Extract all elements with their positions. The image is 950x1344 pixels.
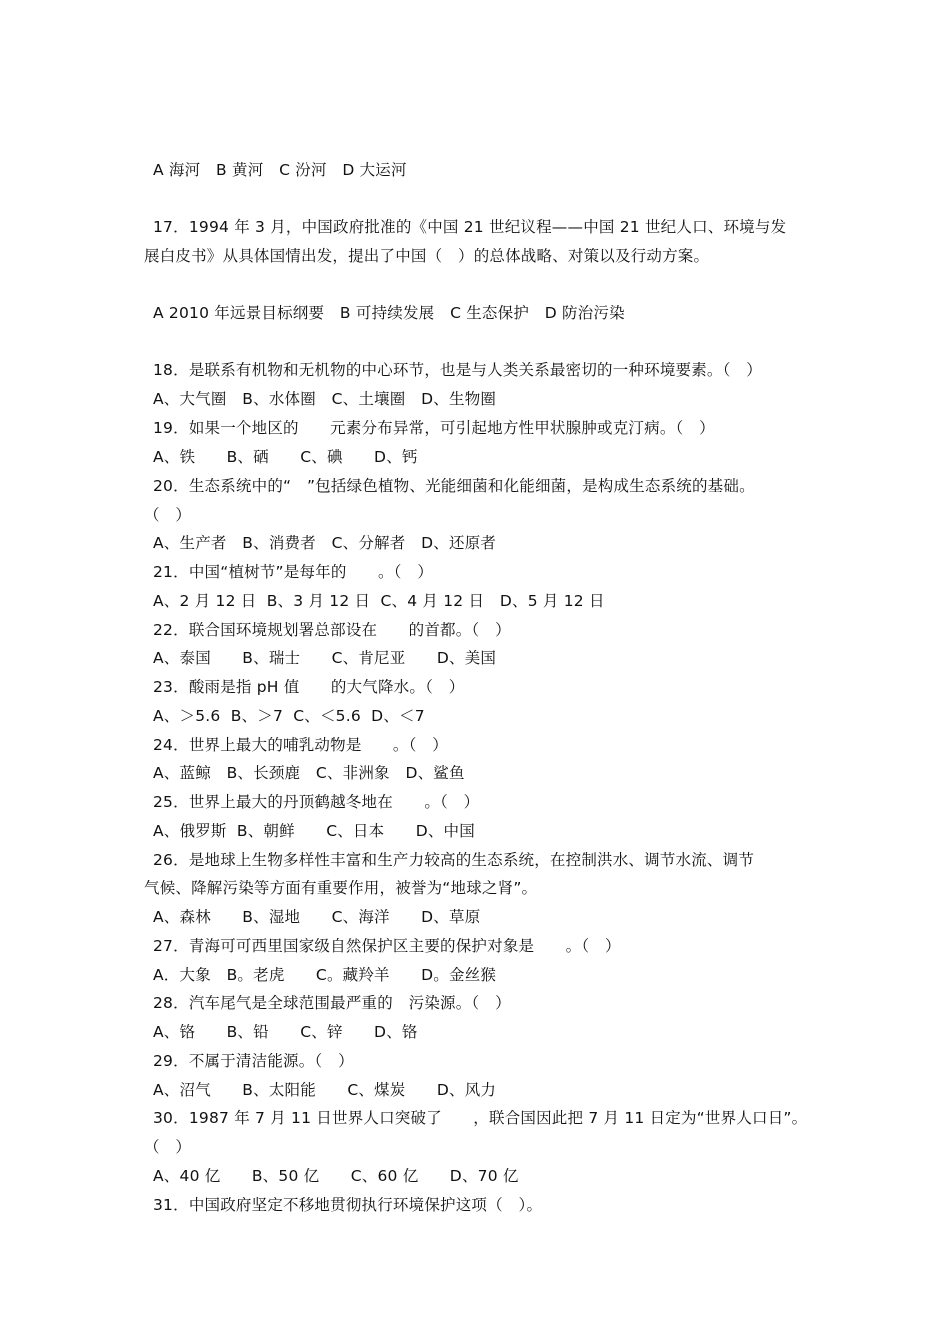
q20-options: A、生产者 B、消费者 C、分解者 D、还原者: [153, 534, 497, 552]
q22-options: A、泰国 B、瑞士 C、肯尼亚 D、美国: [153, 649, 497, 667]
q30-text-line-2: （ ）: [144, 1138, 192, 1156]
q19-options: A、铁 B、硒 C、碘 D、钙: [153, 448, 418, 466]
q17-options: A 2010 年远景目标纲要 B 可持续发展 C 生态保护 D 防治污染: [153, 304, 625, 322]
q20-text-line-2: （ ）: [144, 506, 192, 524]
q23-options: A、＞5.6 B、＞7 C、＜5.6 D、＜7: [153, 707, 425, 725]
q25-options: A、俄罗斯 B、朝鲜 C、日本 D、中国: [153, 822, 475, 840]
q30-options: A、40 亿 B、50 亿 C、60 亿 D、70 亿: [153, 1167, 519, 1185]
q24-text: 24．世界上最大的哺乳动物是 。（ ）: [153, 736, 448, 754]
q19-text: 19．如果一个地区的 元素分布异常，可引起地方性甲状腺肿或克汀病。（ ）: [153, 419, 715, 437]
q29-text: 29．不属于清洁能源。（ ）: [153, 1052, 354, 1070]
q18-text: 18．是联系有机物和无机物的中心环节，也是与人类关系最密切的一种环境要素。（ ）: [153, 361, 762, 379]
q16-options: A 海河 B 黄河 C 汾河 D 大运河: [153, 161, 407, 179]
q26-text-line-2: 气候、降解污染等方面有重要作用，被誉为“地球之肾”。: [144, 879, 538, 897]
q31-text: 31．中国政府坚定不移地贯彻执行环境保护这项（ ）。: [153, 1196, 543, 1214]
q27-options: A．大象 B。老虎 C。藏羚羊 D。金丝猴: [153, 966, 497, 984]
q17-text-line-1: 17．1994 年 3 月，中国政府批准的《中国 21 世纪议程——中国 21 世纪人口、环境与发: [153, 218, 787, 236]
q26-options: A、森林 B、湿地 C、海洋 D、草原: [153, 908, 481, 926]
q29-options: A、沼气 B、太阳能 C、煤炭 D、风力: [153, 1081, 497, 1099]
q22-text: 22．联合国环境规划署总部设在 的首都。（ ）: [153, 621, 511, 639]
q28-text: 28．汽车尾气是全球范围最严重的 污染源。（ ）: [153, 994, 511, 1012]
q24-options: A、蓝鲸 B、长颈鹿 C、非洲象 D、鲨鱼: [153, 764, 465, 782]
q21-text: 21．中国“植树节”是每年的 。（ ）: [153, 563, 434, 581]
q21-options: A、2 月 12 日 B、3 月 12 日 C、4 月 12 日 D、5 月 12 日: [153, 592, 605, 610]
q23-text: 23．酸雨是指 pH 值 的大气降水。（ ）: [153, 678, 465, 696]
q30-text-line-1: 30．1987 年 7 月 11 日世界人口突破了 ，联合国因此把 7 月 11 日定为“世界人口日”。: [153, 1109, 808, 1127]
q28-options: A、铬 B、铅 C、锌 D、铬: [153, 1023, 418, 1041]
q20-text-line-1: 20．生态系统中的“ ”包括绿色植物、光能细菌和化能细菌，是构成生态系统的基础。: [153, 477, 755, 495]
q17-text-line-2: 展白皮书》从具体国情出发，提出了中国（ ）的总体战略、对策以及行动方案。: [144, 247, 710, 265]
q25-text: 25．世界上最大的丹顶鹤越冬地在 。（ ）: [153, 793, 480, 811]
q27-text: 27．青海可可西里国家级自然保护区主要的保护对象是 。（ ）: [153, 937, 621, 955]
q26-text-line-1: 26．是地球上生物多样性丰富和生产力较高的生态系统，在控制洪水、调节水流、调节: [153, 851, 755, 869]
q18-options: A、大气圈 B、水体圈 C、土壤圈 D、生物圈: [153, 390, 497, 408]
